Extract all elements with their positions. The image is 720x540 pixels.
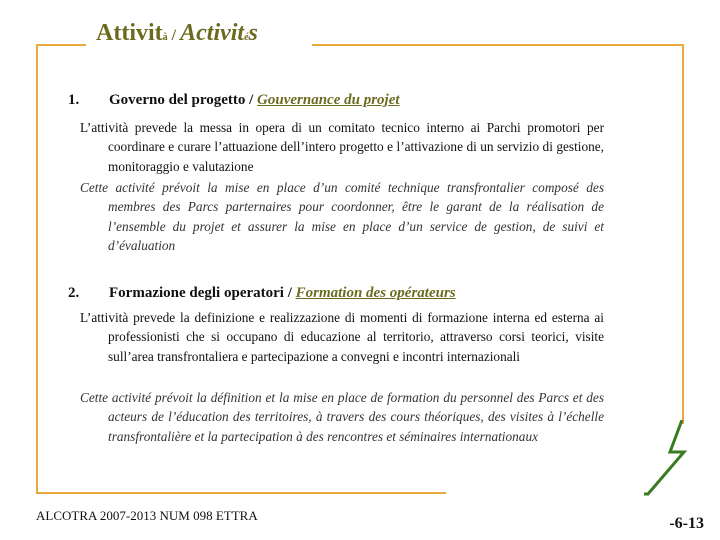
footer-reference: ALCOTRA 2007-2013 NUM 098 ETTRA: [36, 508, 258, 523]
frame-left: [36, 44, 38, 494]
paragraph-it-2: L’attività prevede la definizione e realizzazione di momenti di formazione interna ed esterna ai professionisti che si occupano di educazione al territorio, attraverso corsi teorici, visite sull’area transfrontaliera e partecipazione a convegni e incontri internazionali: [80, 310, 604, 364]
section-heading-2: [68, 285, 456, 302]
title-fr-accent: é: [244, 32, 249, 43]
title-it: Attivit: [96, 20, 163, 46]
paragraph-fr-2: Cette activité prévoit la définition et la mise en place de formation du personnel des Parcs et des acteurs de l’éducation des territoires, à travers des cours théoriques, des visites à l’échelle transfrontalière et la partecipation à des rencontres et séminaires internationaux: [80, 390, 604, 444]
paragraph-it-1: L’attività prevede la messa in opera di un comitato tecnico interno ai Parchi promotori per coordinare e curare l’attuazione dell’intero progetto e l’attivazione di un servizio di gestione, monitoraggio e valutazione: [80, 120, 604, 174]
title-separator: /: [167, 27, 181, 44]
title-it-accent: à: [162, 32, 168, 43]
frame-top-right: [312, 44, 684, 46]
lightning-decoration-icon: [636, 420, 688, 498]
paragraph-fr-1: Cette activité prévoit la mise en place d’un comité technique transfrontalier composé des membres des Parcs parternaires pour coordonner, être le garant de la réalisation de l’ensemble du projet et assurer la mise en place d’un service de gestion, de suivi et d’évaluation: [80, 180, 604, 254]
heading-it: Formazione degli operatori /: [109, 285, 296, 301]
section-heading-1: [68, 92, 400, 109]
page-number: -6-13: [669, 515, 704, 532]
heading-fr: Formation des opérateurs: [295, 285, 456, 301]
section-number: 2.: [68, 285, 80, 301]
title-fr-end: s: [248, 20, 258, 46]
section-number: 1.: [68, 92, 80, 108]
heading-fr: Gouvernance du projet: [257, 92, 400, 108]
frame-top-left: [36, 44, 86, 46]
heading-it: Governo del progetto /: [109, 92, 258, 108]
title-fr: Activit: [180, 20, 245, 46]
frame-right: [682, 44, 684, 424]
frame-bottom: [36, 492, 446, 494]
page-title: [96, 20, 258, 47]
